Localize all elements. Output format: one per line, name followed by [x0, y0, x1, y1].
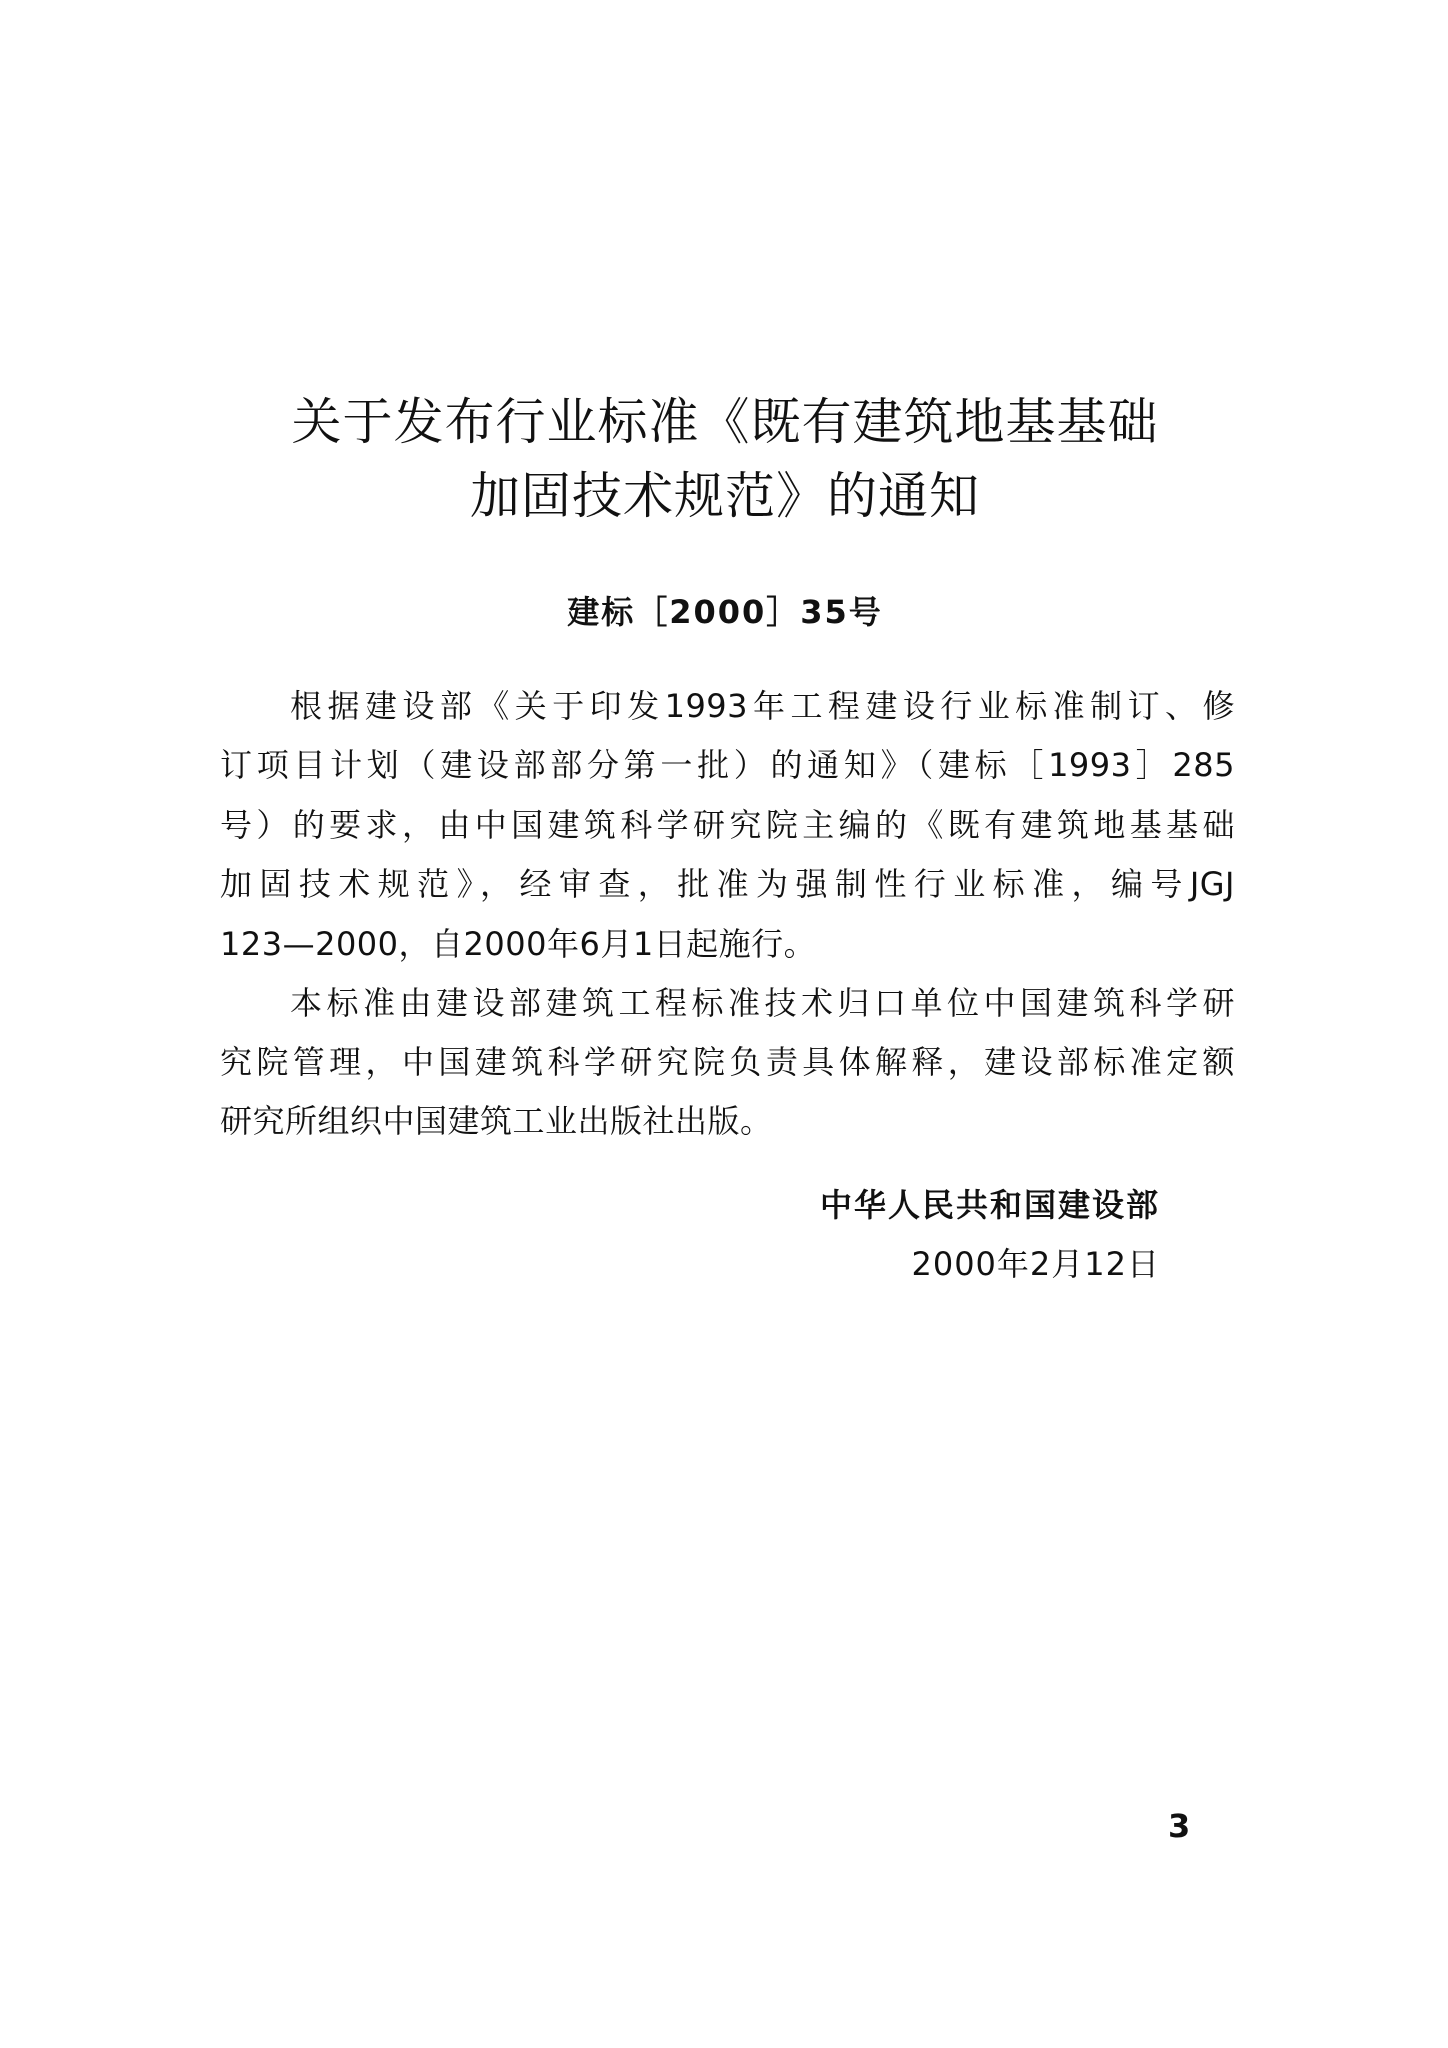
issuer-name: 中华人民共和国建设部 [819, 1186, 1160, 1224]
notice-title-line-2: 加固技术规范》的通知 [470, 467, 980, 525]
paragraph-1-line-2: 订项目计划（建设部部分第一批）的通知》（建标［1993］285 [220, 746, 1235, 784]
paragraph-2-line-2: 究院管理，中国建筑科学研究院负责具体解释，建设部标准定额 [220, 1043, 1235, 1081]
page-number: 3 [1168, 1807, 1191, 1845]
notice-title-line-1: 关于发布行业标准《既有建筑地基基础 [291, 393, 1159, 451]
document-number: 建标［2000］35号 [567, 593, 883, 631]
paragraph-2-line-3: 研究所组织中国建筑工业出版社出版。 [220, 1102, 773, 1140]
paragraph-1-line-3: 号）的要求，由中国建筑科学研究院主编的《既有建筑地基基础 [220, 806, 1235, 844]
issue-date: 2000年2月12日 [911, 1245, 1160, 1283]
paragraph-1-line-5: 123—2000，自2000年6月1日起施行。 [220, 925, 817, 963]
paragraph-1-line-4: 加固技术规范》，经审查，批准为强制性行业标准，编号JGJ [220, 865, 1235, 903]
paragraph-1-line-1: 根据建设部《关于印发1993年工程建设行业标准制订、修 [290, 687, 1235, 725]
paragraph-2-line-1: 本标准由建设部建筑工程标准技术归口单位中国建筑科学研 [290, 984, 1235, 1022]
